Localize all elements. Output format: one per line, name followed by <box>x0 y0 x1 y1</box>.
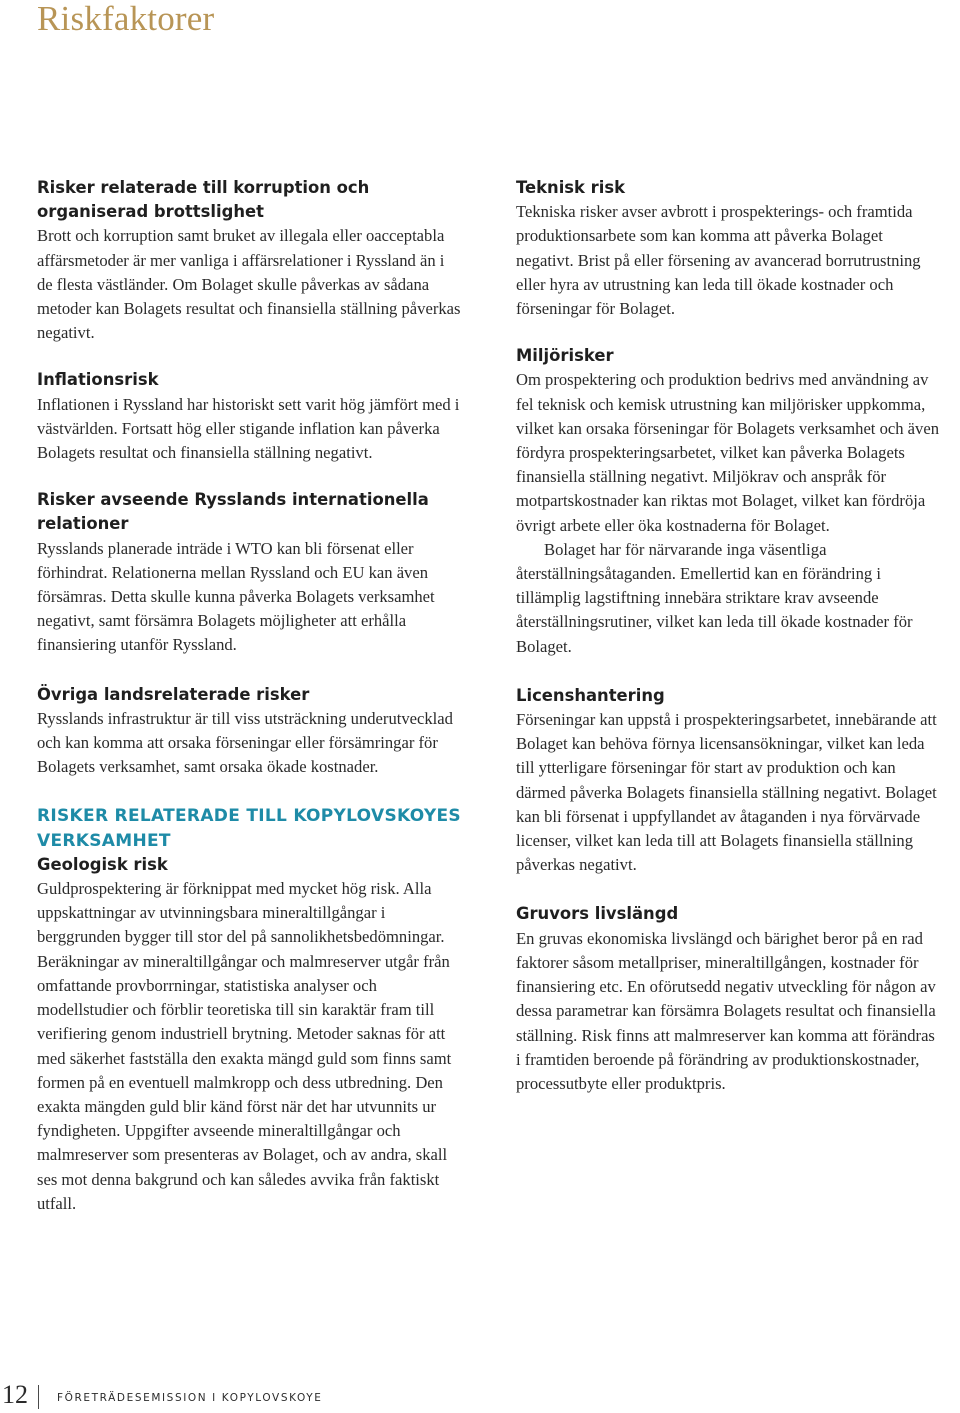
heading-technical-risk: Teknisk risk <box>516 178 626 197</box>
page-footer <box>0 1376 960 1413</box>
heading-environmental-risks: Miljörisker <box>516 346 614 366</box>
section-other-country-risks <box>37 683 463 780</box>
footer-divider <box>38 1385 39 1409</box>
heading-other-country-risks: Övriga landsrelaterade risker <box>37 684 310 704</box>
page-number: 12 <box>2 1380 28 1409</box>
heading-mine-life: Gruvors livslängd <box>516 904 679 924</box>
left-column <box>37 176 463 1216</box>
heading-kopylovskoye-section: RISKER RELATERADE TILL KOPYLOVSKOYES VERKSAMHET <box>37 806 461 851</box>
body-environmental-restoration: Bolaget har för närvarande inga väsentliga återställningsåtaganden. Emellertid kan en förändring i tillämplig lagstiftning innebära striktare krav avseende återställningsrutiner, vilket kan leda till ökade kostnader för Bolaget. <box>516 539 913 656</box>
body-license-management: Förseningar kan uppstå i prospekteringsarbetet, innebärande att Bolaget kan behöva förnya licensansökningar, vilket kan leda till ytterligare förseningar för start av produktion och kan därmed påverka Bolagets finansiella ställning negativt. Bolaget kan bli försenat i uppfyllandet av åtaganden i nya förvärvade licenser, vilket kan leda till att Bolagets finansiella ställning påverkas negativt. <box>516 710 937 875</box>
section-environmental-risks <box>516 344 942 659</box>
footer-label: FÖRETRÄDESEMISSION I KOPYLOVSKOYE <box>57 1392 323 1404</box>
body-inflation: Inflationen i Ryssland har historiskt sett varit hög jämfört med i västvärlden. Fortsatt hög eller stigande inflation kan påverka Bolagets resultat och finansiella ställning negativt. <box>37 394 460 463</box>
body-corruption: Brott och korruption samt bruket av illegala eller oacceptabla affärsmetoder är mer vanliga i affärsrelationer i Ryssland än i de flesta västländer. Om Bolaget skulle påverkas av sådana metoder kan Bolagets resultat och finansiella ställning påverkas negativt. <box>37 226 461 343</box>
section-mine-life <box>516 902 942 1096</box>
body-technical-risk: Tekniska risker avser avbrott i prospekterings- och framtida produktionsarbete som kan komma att påverka Bolaget negativt. Brist på eller försening av avancerad borrutrustning eller hyra av utrustning kan leda till ökade kostnader och förseningar för Bolaget. <box>516 202 921 319</box>
body-other-country-risks: Rysslands infrastruktur är till viss utsträckning underutvecklad och kan komma att orsaka förseningar eller försämringar för Bolagets verksamhet, samt orsaka ökade kostnader. <box>37 708 453 777</box>
body-environmental-risks: Om prospektering och produktion bedrivs med användning av fel teknisk och kemisk utrustning kan miljörisker uppkomma, vilket kan orsaka förseningar för Bolagets verksamhet och även fördyra prospekteringsarbetet, vilket kan påverka Bolagets finansiella ställning negativt. Miljökrav och anspråk för motpartskostnader kan riktas mot Bolaget, vilket kan fördröja övrigt arbete eller öka kostnaderna för Bolaget. <box>516 370 939 535</box>
right-column <box>516 176 942 1096</box>
section-international-relations <box>37 488 463 657</box>
section-license-management <box>516 684 942 878</box>
body-geological-risk: Guldprospektering är förknippat med mycket hög risk. Alla uppskattningar av utvinningsbara mineraltillgångar i berggrunden bygger till stor del på sannolikhetsbedömningar. Beräkningar av mineraltillgångar och malmreserver utgår från omfattande provborrningar, statistiska analyser och modellstudier och förblir teoretiska till sin karaktär fram till verifiering genom industriell brytning. Metoder saknas för att med säkerhet fastställa den exakta mängd guld som finns samt formen på en eventuell malmkropp och dess utbredning. Den exakta mängden guld blir känd först när det har utvunnits ur fyndigheten. Uppgifter avseende mineraltillgångar och malmreserver som presenteras av Bolaget, och av andra, skall ses mot denna bakgrund och kan således avvika från faktiskt utfall. <box>37 879 452 1213</box>
heading-corruption: Risker relaterade till korruption och organiserad brottslighet <box>37 178 370 222</box>
heading-geological-risk: Geologisk risk <box>37 854 168 874</box>
section-kopylovskoye <box>37 804 463 1215</box>
heading-license-management: Licenshantering <box>516 685 665 705</box>
section-corruption <box>37 176 463 345</box>
section-technical-risk <box>516 176 942 321</box>
section-inflation <box>37 368 463 465</box>
heading-international-relations: Risker avseende Rysslands internationella relationer <box>37 490 429 534</box>
body-international-relations: Rysslands planerade inträde i WTO kan bli försenat eller förhindrat. Relationerna mellan Ryssland och EU kan även försämras. Detta skulle kunna påverka Bolagets verksamhet negativt, samt försämra Bolagets möjligheter att erhålla finansiering utanför Ryssland. <box>37 538 435 655</box>
body-mine-life: En gruvas ekonomiska livslängd och bärighet beror på en rad faktorer såsom metallpriser, mineraltillgången, kostnader för finansiering etc. En oförutsedd negativ utveckling för någon av dessa parametrar kan försämra Bolagets resultat och finansiella ställning. Risk finns att malmreserver kan komma att förändras i framtiden beroende på förändring av produktionskostnader, processutbyte eller produktpris. <box>516 928 936 1093</box>
page-title: Riskfaktorer <box>37 0 215 38</box>
heading-inflation: Inflationsrisk <box>37 370 159 390</box>
